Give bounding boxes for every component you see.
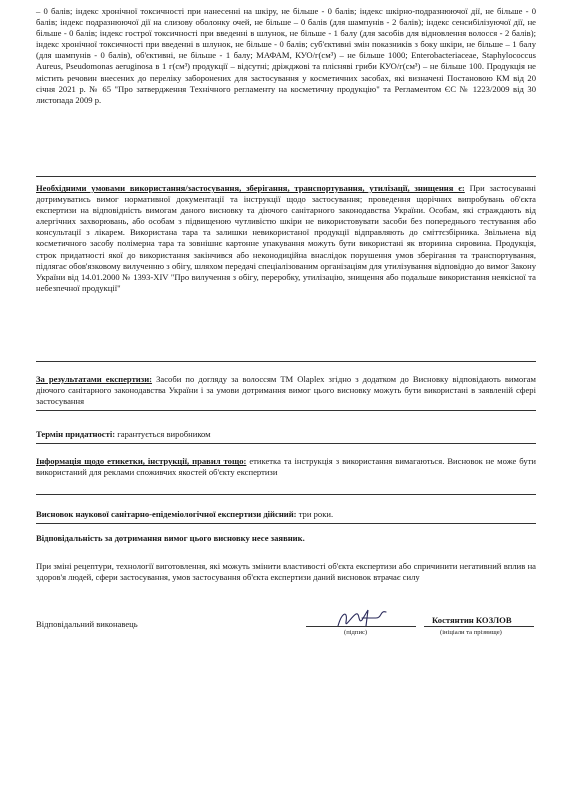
results-text: Засоби по догляду за волоссям ТМ Olaplex згідно з додатком до Висновку відповідають вимогам діючого санітарного законодавства України і за умови дотримання вимог цього висновку можуть бути використані в заявленій сфері застосування	[36, 374, 536, 407]
shelf-life-paragraph	[36, 429, 536, 440]
responsible-executor-label: Відповідальний виконавець	[36, 619, 138, 629]
results-paragraph	[36, 374, 536, 407]
responsibility-paragraph	[36, 533, 536, 544]
signature-block	[36, 612, 536, 652]
signature-line	[306, 626, 416, 627]
section-divider	[36, 361, 536, 362]
labeling-heading: Інформація щодо етикетки, інструкції, правил тощо:	[36, 456, 247, 466]
conditions-text: При застосуванні дотримуватись вимог нормативної документації та інструкції щодо застосування; проведення щорічних випробувань об'єкта експертизи на відповідність вимогам даного висновку та діючого санітарного законодавства України. Особам, які страждають від алергічних захворювань, або особам з підвищеною чутливістю шкіри не використовувати засоби без попереднього тестування або консультації з лікарем. Використана тара та залишки невикористаної продукції відправляють до сміттєзбірника. Звільнена від косметичного засобу полімерна тара та зовнішнє картонне упакування можуть бути використані як вторинна сировина. Продукція, строк придатності якої до використання закінчився або неконодиційна внаслідок порушення умов зберігання та транспортування, підлягає обов'язковому вилученню з обігу, шляхом передачі спеціалізованим організаціям для утилізування відповідно до вимог Закону України від 14.01.2000 № 1393-XIV "Про вилучення з обігу, переробку, утилізацію, знищення або подальше використання неякісної та небезпечної продукції"	[36, 183, 536, 293]
toxicity-requirements-text: – 0 балів; індекс хронічної токсичності при нанесенні на шкіру, не більше - 0 балів; індекс шкірно-подразнюючої дії, не більше - 0 балів; індекс подразнюючої дії на слизову оболонку очей, не більше – 0 балів (для шампунів - 2 балів); індекс сенсибілізуючої дії, не більше - 0 балів; індекс гострої токсичності при введенні в шлунок, не більше - 1 балу (для засобів для відновлення волосся - 2 балів); індекс хронічної токсичності при введенні в шлунок, не більше - 0 балів; суб'єктивні змін показників з боку шкіри, не більше – 1 балу (для шампунів - 0 балів), об'єктивні, не більше - 1 балу; МАФАМ, КУО/г(см³) – не більше 1000; Enterobacteriaceae, Staphylococcus Aureus, Pseudomonas aeruginosa в 1 г(см³) продукції – відсутні; дріжджові та плісняві гриби КУО/г(см³) – не більше 100. Продукція не містить речовин внесених до переліку заборонених для застосування у косметичних засобах, які визначені Постановою КМ від 20 січня 2021 р. № 65 "Про затвердження Технічного регламенту на косметичну продукцію" та Регламентом ЄС № 1223/2009 від 30 листопада 2009 р.	[36, 6, 536, 105]
conditions-heading: Необхідними умовами використання/застосування, зберігання, транспортування, утилізації, знищення є:	[36, 183, 465, 193]
name-caption: (ініціали та прізвище)	[440, 629, 502, 636]
shelf-life-text: гарантується виробником	[115, 429, 211, 439]
section-divider	[36, 494, 536, 495]
toxicity-requirements-paragraph	[36, 6, 536, 106]
responsibility-heading: Відповідальність за дотримання вимог цього висновку несе заявник.	[36, 533, 305, 543]
changes-paragraph	[36, 561, 536, 583]
results-heading: За результатами експертизи:	[36, 374, 153, 384]
validity-text: три роки.	[296, 509, 334, 519]
shelf-life-heading: Термін придатності:	[36, 429, 116, 439]
conditions-paragraph	[36, 183, 536, 294]
labeling-text: етикетка та інструкція з використання вимагаються. Висновок не може бути використаний для реклами споживчих якостей об'єкту експертизи	[36, 456, 536, 478]
section-divider	[36, 410, 536, 411]
section-divider	[36, 443, 536, 444]
section-divider	[36, 523, 536, 524]
validity-heading: Висновок наукової санітарно-епідеміологічної експертизи дійсний:	[36, 509, 297, 519]
labeling-paragraph	[36, 456, 536, 478]
executor-name: Костянтин КОЗЛОВ	[432, 615, 512, 625]
validity-paragraph	[36, 509, 536, 520]
changes-text: При зміні рецептури, технології виготовлення, які можуть змінити властивості об'єкта експертизи або спричинити негативний вплив на здоров'я людей, сфери застосування, умов застосування об'єкта експертизи даний висновок втрачає силу	[36, 561, 536, 583]
name-line	[424, 626, 534, 627]
section-divider	[36, 176, 536, 177]
signature-caption: (підпис)	[344, 629, 368, 636]
